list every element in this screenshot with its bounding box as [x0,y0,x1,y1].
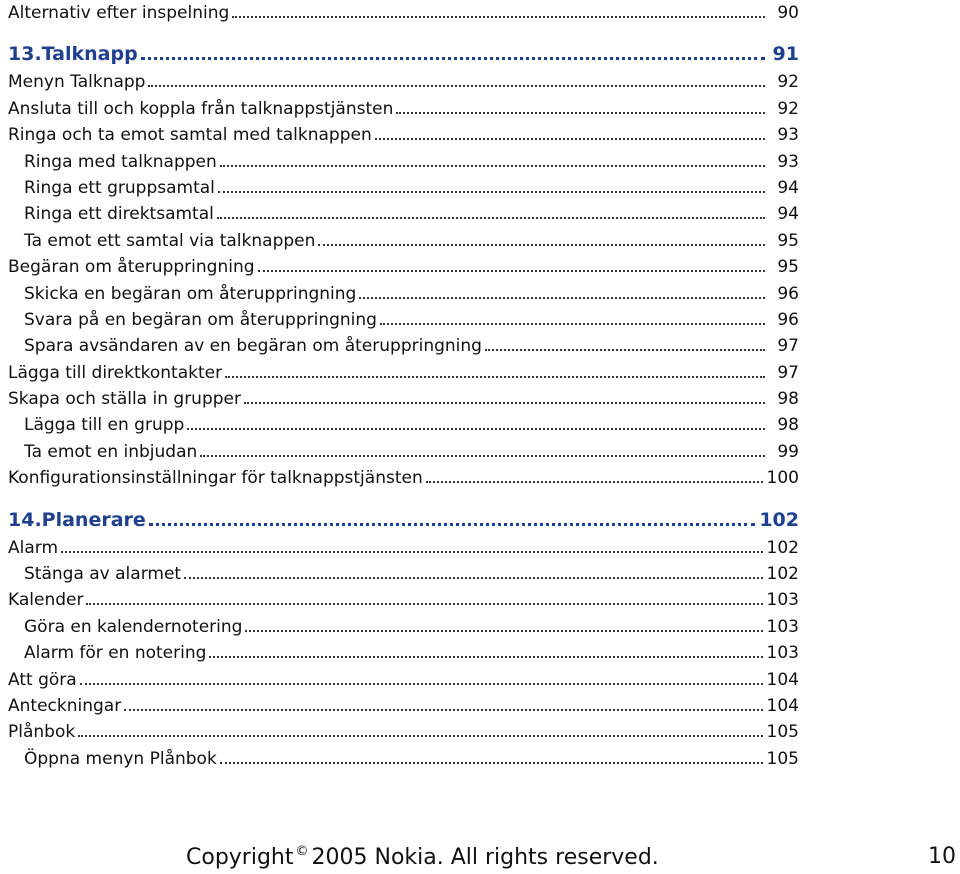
toc-entry[interactable] [8,149,799,175]
toc-entry[interactable] [8,96,799,122]
dot-leader [218,190,765,193]
dot-leader [485,348,765,351]
page-reference: 99 [777,441,799,462]
chapter-title: 14.Planerare [8,508,146,531]
toc-entry[interactable] [8,439,799,465]
page-reference: 94 [777,177,799,198]
entry-title: Ansluta till och koppla från talknappstjänsten [8,98,394,119]
toc-entry[interactable] [8,719,799,745]
page-reference: 93 [777,125,799,146]
dot-leader [200,454,765,457]
entry-title: Alarm för en notering [24,643,207,664]
page-reference: 104 [766,695,799,716]
page-reference: 91 [772,43,799,66]
entry-title: Ringa ett gruppsamtal [24,177,215,198]
page-reference: 95 [777,257,799,278]
dot-leader [124,708,762,711]
dot-leader [359,296,765,299]
dot-leader [244,401,765,404]
copyright-symbol: © [295,844,309,859]
entry-title: Plånbok [8,722,76,743]
toc-entry[interactable] [8,386,799,412]
page-reference: 102 [759,508,799,531]
toc-entry[interactable] [8,281,799,307]
dot-leader [148,84,765,87]
dot-leader [396,111,765,114]
copyright-text: 2005 Nokia. All rights reserved. [311,845,659,870]
page-reference: 103 [766,590,799,611]
page-reference: 93 [777,151,799,172]
page-reference: 102 [766,537,799,558]
page-reference: 102 [766,564,799,585]
page-reference: 97 [777,362,799,383]
dot-leader [318,243,765,246]
dot-leader [187,427,765,430]
entry-title: Ringa ett direktsamtal [24,204,214,225]
entry-title: Ringa och ta emot samtal med talknappen [8,125,372,146]
toc-entry[interactable] [8,201,799,227]
page-reference: 97 [777,336,799,357]
entry-title: Stänga av alarmet [24,564,182,585]
entry-title: Anteckningar [8,695,122,716]
entry-title: Svara på en begäran om återuppringning [24,309,377,330]
toc-entry[interactable] [8,175,799,201]
entry-title: Menyn Talknapp [8,72,146,93]
entry-title: Spara avsändaren av en begäran om återuppringning [24,336,482,357]
page-reference: 98 [777,389,799,410]
dot-leader [258,269,765,272]
dot-leader [209,655,762,658]
dot-leader [80,682,763,685]
entry-title: Alternativ efter inspelning [8,3,230,23]
dot-leader [232,15,765,18]
table-of-contents [8,0,799,772]
dot-leader [149,522,756,526]
page-reference: 105 [766,748,799,769]
entry-title: Alarm [8,537,59,558]
dot-leader [86,602,762,605]
page-reference: 103 [766,643,799,664]
toc-entry[interactable] [8,693,799,719]
entry-title: Skapa och ställa in grupper [8,389,241,410]
dot-leader [184,576,762,579]
entry-title: Kalender [8,590,84,611]
toc-entry[interactable] [8,746,799,772]
page-reference: 103 [766,616,799,637]
dot-leader [426,480,763,483]
dot-leader [61,550,763,553]
dot-leader [245,629,762,632]
copyright-notice [186,844,659,870]
toc-entry[interactable] [8,614,799,640]
dot-leader [220,164,765,167]
copyright-label: Copyright [186,845,294,870]
entry-title: Lägga till direktkontakter [8,362,223,383]
page-number: 10 [928,844,956,869]
dot-leader [141,56,765,60]
toc-entry[interactable] [8,412,799,438]
entry-title: Öppna menyn Plånbok [24,748,217,769]
toc-entry[interactable] [8,228,799,254]
entry-title: Ringa med talknappen [24,151,217,172]
entry-title: Ta emot ett samtal via talknappen [24,230,316,251]
page-reference: 96 [777,283,799,304]
dot-leader [380,322,765,325]
toc-entry[interactable] [8,587,799,613]
toc-entry[interactable] [8,561,799,587]
entry-title: Skicka en begäran om återuppringning [24,283,357,304]
page-reference: 92 [777,72,799,93]
page-reference: 95 [777,230,799,251]
page-reference: 96 [777,309,799,330]
toc-entry[interactable] [8,465,799,491]
entry-title: Ta emot en inbjudan [24,441,198,462]
toc-entry[interactable] [8,307,799,333]
entry-title: Att göra [8,669,77,690]
toc-chapter-heading[interactable] [8,505,799,535]
page-reference: 100 [766,468,799,489]
toc-entry[interactable] [8,333,799,359]
page-reference: 90 [777,3,799,23]
entry-title: Lägga till en grupp [24,415,185,436]
entry-title: Göra en kalendernotering [24,616,243,637]
toc-entry[interactable] [8,360,799,386]
entry-title: Konfigurationsinställningar för talknappstjänsten [8,468,423,489]
page-reference: 94 [777,204,799,225]
page-reference: 105 [766,722,799,743]
dot-leader [220,761,763,764]
chapter-title: 13.Talknapp [8,43,138,66]
toc-entry[interactable] [8,254,799,280]
dot-leader [217,216,765,219]
dot-leader [225,375,765,378]
page-footer [0,840,960,874]
toc-spacer [8,26,799,39]
page-reference: 98 [777,415,799,436]
toc-entry[interactable] [8,69,799,95]
toc-entry[interactable] [8,667,799,693]
toc-entry[interactable] [8,122,799,148]
toc-entry[interactable] [8,535,799,561]
dot-leader [375,137,765,140]
toc-entry[interactable] [8,640,799,666]
toc-entry[interactable] [8,0,799,26]
page-reference: 92 [777,98,799,119]
dot-leader [78,734,762,737]
toc-chapter-heading[interactable] [8,39,799,69]
toc-spacer [8,492,799,505]
page-reference: 104 [766,669,799,690]
entry-title: Begäran om återuppringning [8,257,255,278]
